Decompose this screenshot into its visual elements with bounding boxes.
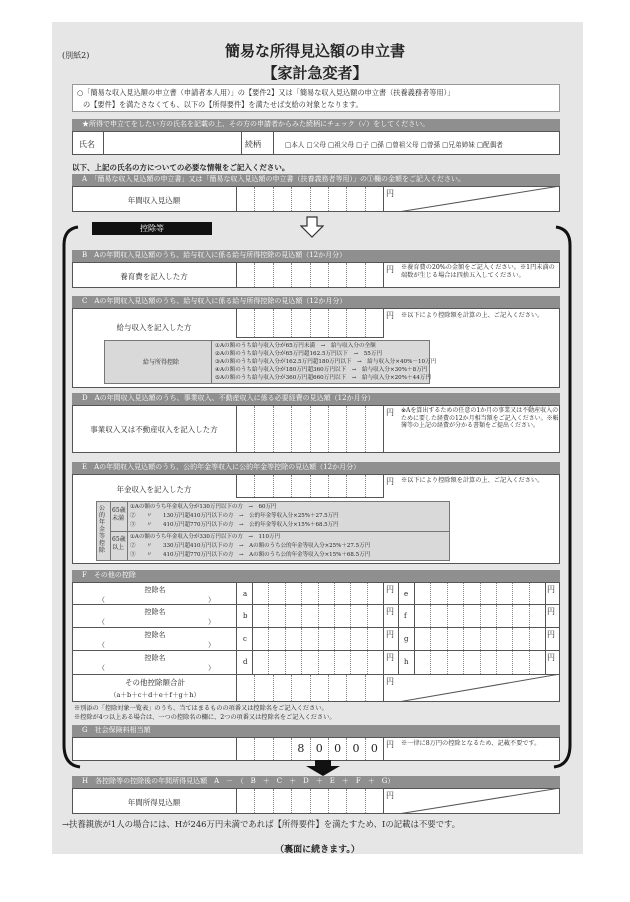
salary-row-2: ②Aの額のうち給与収入分が65万円超162.5万円以下 → 55万円 bbox=[215, 351, 383, 357]
section-a-amount-input[interactable] bbox=[236, 186, 384, 212]
under65-label: 65歳未満 bbox=[112, 507, 126, 522]
f-amount-d[interactable] bbox=[252, 650, 384, 675]
name-relation-row bbox=[72, 131, 560, 155]
section-d-label: 事業収入又は不動産収入を記入した方 bbox=[90, 425, 218, 434]
f-yen-c: 円 bbox=[386, 630, 394, 639]
g-digit-4: 0 bbox=[347, 738, 365, 760]
salary-row-1: ①Aの額のうち給与収入分が65万円未満 → 給与収入分の全額 bbox=[215, 343, 376, 349]
f-total-yen: 円 bbox=[386, 677, 394, 686]
f-paren-close-a: ） bbox=[208, 596, 215, 604]
f-amount-e[interactable] bbox=[414, 582, 546, 605]
black-down-arrow-icon bbox=[305, 760, 341, 776]
f-yen-g: 円 bbox=[547, 630, 555, 639]
section-c-label: 給与収入を記入した方 bbox=[116, 323, 192, 332]
section-g-note: ※一律に8万円の控除となるため、記載不要です。 bbox=[401, 740, 541, 747]
annex-label: (別紙2) bbox=[62, 51, 90, 60]
f-letter-a: a bbox=[243, 590, 248, 598]
f-letter-f: f bbox=[404, 612, 407, 620]
f-letter-h: h bbox=[404, 658, 409, 666]
section-b-note: ※養育費の20%の金額をご記入ください。※1円未満の端数が生じる場合は四捨五入してください。 bbox=[401, 264, 555, 279]
f-paren-open-c: （ bbox=[98, 641, 105, 649]
section-g-header: G 社会保険料相当額 bbox=[72, 725, 560, 737]
f-amount-h[interactable] bbox=[414, 650, 546, 675]
relation-label: 続柄 bbox=[245, 140, 261, 149]
section-h-diagonal bbox=[398, 788, 560, 814]
section-b-amount-input[interactable] bbox=[236, 262, 384, 288]
name-label: 氏名 bbox=[79, 140, 95, 149]
salary-deduction-label: 給与所得控除 bbox=[143, 359, 180, 366]
f-letter-b: b bbox=[243, 612, 248, 620]
f-letter-g: g bbox=[404, 635, 409, 643]
f-paren-close-b: ） bbox=[208, 618, 215, 626]
section-a-diagonal bbox=[398, 186, 560, 212]
section-a-label: 年間収入見込額 bbox=[127, 196, 181, 205]
section-g-yen: 円 bbox=[386, 740, 394, 749]
over65-row-1: ①Aの額のうち年金収入分が330万円以下の方 → 110万円 bbox=[130, 534, 281, 540]
lead-text: 以下、上記の氏名の方についての必要な情報をご記入ください。 bbox=[72, 163, 290, 172]
f-item-label-a: 控除名 bbox=[144, 586, 166, 594]
salary-row-4: ④Aの額のうち給与収入分が180万円超360万円以下 → 給与収入分×30%＋8万円 bbox=[215, 367, 428, 373]
f-yen-a: 円 bbox=[386, 585, 394, 594]
f-total-label: その他控除額合計 bbox=[125, 678, 185, 687]
f-yen-f: 円 bbox=[547, 607, 555, 616]
f-yen-e: 円 bbox=[547, 585, 555, 594]
f-letter-e: e bbox=[404, 590, 409, 598]
section-g-amount bbox=[236, 737, 384, 761]
under65-row-3: ③ 〃 410万円超770万円以下の方 → 公的年金等収入分×15%＋68.5万円 bbox=[130, 522, 339, 528]
f-paren-close-c: ） bbox=[208, 641, 215, 649]
f-note-1: ※別添の「控除対象一覧表」のうち、当てはまるものの項番又は控除名をご記入ください。 bbox=[74, 705, 328, 712]
intro-line-2: の【要件】を満たさなくても、以下の【所得要件】を満たせば支給の対象となります。 bbox=[83, 100, 363, 109]
deduction-banner: 控除等 bbox=[92, 222, 212, 235]
f-item-label-d: 控除名 bbox=[144, 654, 166, 662]
f-paren-close-d: ） bbox=[208, 664, 215, 672]
section-e-header: E Aの年間収入見込額のうち、公的年金等収入に公的年金等控除の見込額（12か月分） bbox=[72, 462, 560, 474]
g-digit-5: 0 bbox=[370, 742, 378, 755]
f-paren-open-b: （ bbox=[98, 618, 105, 626]
check-instruction: ★所得で申立てをしたい方の氏名を記載の上、その方の申請者からみた続柄にチェック（✓）をしてください。 bbox=[72, 119, 560, 131]
f-amount-g[interactable] bbox=[414, 627, 546, 651]
f-yen-h: 円 bbox=[547, 653, 555, 662]
f-amount-c[interactable] bbox=[252, 627, 384, 651]
over65-row-2: ② 〃 330万円超410万円以下の方 → Aの額のうち公的年金等収入分×25%＋27.5万円 bbox=[130, 543, 371, 549]
section-e-yen: 円 bbox=[386, 477, 394, 486]
continue-note: （裏面に続きます。） bbox=[275, 845, 360, 855]
section-a-header: A 「簡易な収入見込額の申立書」又は「簡易な収入見込額の申立書（扶養義務者等用）」の①欄の金額をご記入ください。 bbox=[72, 174, 560, 186]
f-paren-open-a: （ bbox=[98, 596, 105, 604]
f-letter-d: d bbox=[243, 658, 248, 666]
name-input[interactable] bbox=[107, 134, 239, 152]
relation-checkboxes[interactable]: □本人 □父母 □祖父母 □子 □孫 □曾祖父母 □曾孫 □兄弟姉妹 □配偶者 bbox=[285, 141, 503, 149]
f-amount-f[interactable] bbox=[414, 604, 546, 628]
section-b-header: B Aの年間収入見込額のうち、給与収入に係る給与所得控除の見込額（12か月分） bbox=[72, 250, 560, 262]
section-d-header: D Aの年間収入見込額のうち、事業収入、不動産収入に係る必要経費の見込額（12か月分） bbox=[72, 393, 560, 405]
section-c-yen: 円 bbox=[386, 311, 394, 320]
f-note-2: ※控除が4つ以上ある場合は、一つの控除名の欄に、2つの項番又は控除名をご記入ください。 bbox=[74, 714, 336, 721]
section-f-header: F その他の控除 bbox=[72, 570, 560, 582]
intro-line-1: ○「簡易な収入見込額の申立書（申請者本人用）」の【要件2】又は「簡易な収入見込額の申立書（扶養義務者等用）」 bbox=[77, 88, 455, 97]
intro-box bbox=[72, 84, 560, 112]
pension-deduction-table bbox=[96, 501, 450, 561]
f-yen-d: 円 bbox=[386, 653, 394, 662]
f-amount-b[interactable] bbox=[252, 604, 384, 628]
f-item-label-c: 控除名 bbox=[144, 631, 166, 639]
section-b-label: 養育費を記入した方 bbox=[120, 272, 188, 281]
under65-row-1: ①Aの額のうち年金収入分が130万円以下の方 → 60万円 bbox=[130, 504, 277, 510]
page-title: 簡易な所得見込額の申立書 bbox=[224, 42, 405, 60]
page-subtitle: 【家計急変者】 bbox=[262, 64, 368, 82]
over65-row-3: ③ 〃 410万円超770万円以下の方 → Aの額のうち公的年金等収入分×15%＋68.5万円 bbox=[130, 552, 371, 558]
section-h-amount-input[interactable] bbox=[236, 788, 384, 814]
salary-row-5: ⑤Aの額のうち給与収入分が360万円超660万円以下 → 給与収入分×20%＋44万円 bbox=[215, 375, 431, 381]
f-yen-b: 円 bbox=[386, 607, 394, 616]
over65-label: 65歳以上 bbox=[112, 536, 126, 551]
section-d-note: ※Aを算出するための任意の1か月の事業又は不動産収入のために要した経費の12か月相当額をご記入ください。※帳簿等の上記の経費が分かる書類をご提出ください。 bbox=[401, 407, 559, 430]
section-h-yen: 円 bbox=[386, 791, 394, 800]
section-e-label: 年金収入を記入した方 bbox=[116, 485, 192, 494]
section-a-yen: 円 bbox=[386, 189, 394, 198]
section-c-amount-input[interactable] bbox=[236, 308, 384, 338]
salary-deduction-table bbox=[104, 340, 437, 384]
f-paren-open-d: （ bbox=[98, 664, 105, 672]
f-total-amount[interactable] bbox=[236, 674, 384, 702]
g-digit-3: 0 bbox=[329, 738, 347, 760]
section-h-label: 年間所得見込額 bbox=[127, 798, 181, 807]
section-h-header: H 各控除等の控除後の年間所得見込額 A － （ B ＋ C ＋ D ＋ E ＋ F ＋ G） bbox=[72, 776, 560, 788]
section-b-yen: 円 bbox=[386, 265, 394, 274]
g-digit-2: 0 bbox=[311, 738, 329, 760]
section-d-amount-input[interactable] bbox=[236, 405, 384, 453]
footer-note: →扶養親族が1人の場合には、Hが246万円未満であれば【所得要件】を満たすため、Iの記載は不要です。 bbox=[62, 819, 461, 829]
f-item-label-b: 控除名 bbox=[144, 608, 166, 616]
f-total-diagonal bbox=[398, 674, 560, 702]
section-e-note: ※以下により控除額を計算の上、ご記入ください。 bbox=[401, 477, 544, 484]
under65-row-2: ② 〃 130万円超410万円以下の方 → 公的年金等収入分×25%＋27.5万円 bbox=[130, 513, 339, 519]
f-letter-c: c bbox=[243, 635, 247, 643]
section-c-note: ※以下により控除額を計算の上、ご記入ください。 bbox=[401, 312, 544, 319]
section-d-yen: 円 bbox=[386, 408, 394, 417]
f-total-formula: （a＋b＋c＋d＋e＋f＋g＋h） bbox=[109, 691, 201, 699]
salary-row-3: ③Aの額のうち給与収入分が162.5万円超180万円以下 → 給与収入分×40%－10万円 bbox=[215, 359, 437, 365]
pension-side-label: 公的年金等控除 bbox=[99, 505, 106, 554]
section-c-header: C Aの年間収入見込額のうち、給与収入に係る給与所得控除の見込額（12か月分） bbox=[72, 296, 560, 308]
section-e-amount-input[interactable] bbox=[236, 474, 384, 498]
f-amount-a[interactable] bbox=[252, 582, 384, 605]
g-digit-1: 8 bbox=[292, 738, 310, 760]
